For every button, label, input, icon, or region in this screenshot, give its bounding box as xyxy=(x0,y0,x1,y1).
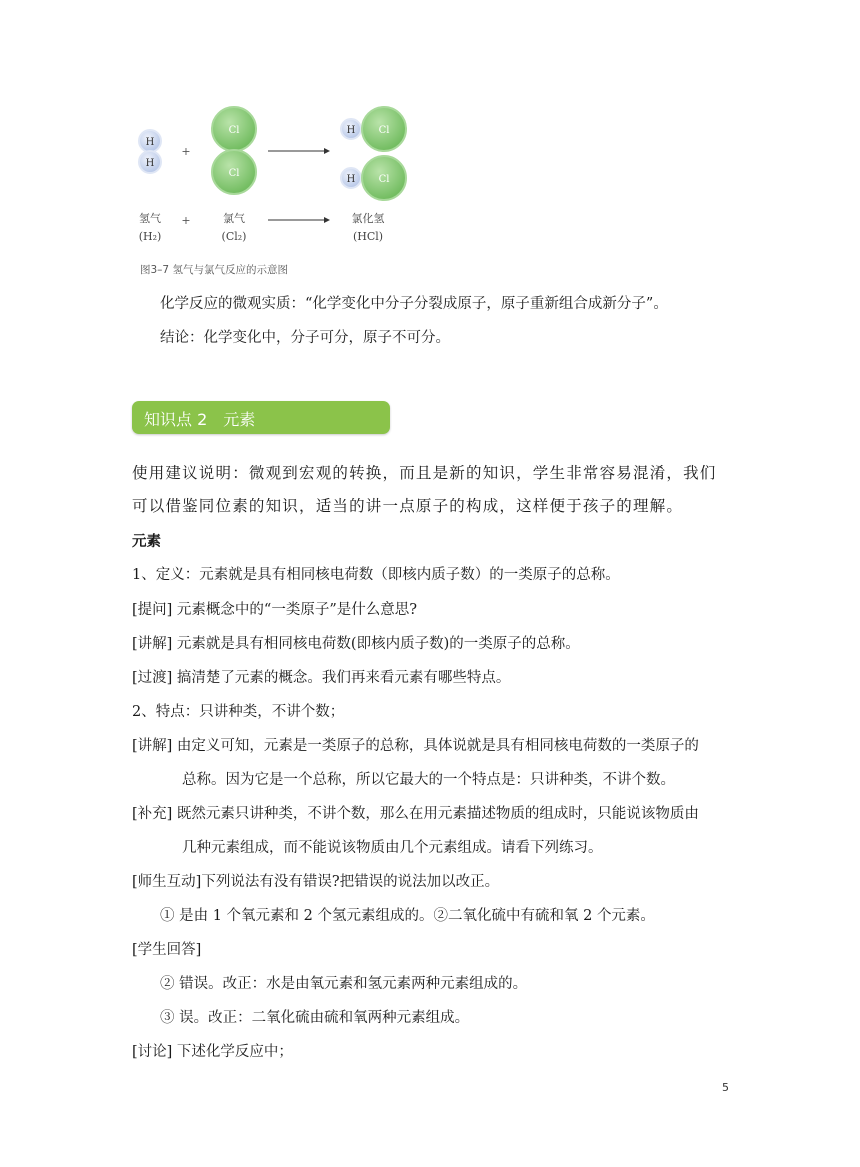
cl-atom-label: Cl xyxy=(378,125,390,136)
label-hcl-name: 氯化氢 xyxy=(351,212,385,225)
label-cl2-name: 氯气 xyxy=(223,212,245,225)
transition-text: [过渡] 搞清楚了元素的概念。我们再来看元素有哪些特点。 xyxy=(132,670,511,686)
cl2-molecule xyxy=(212,107,256,194)
cl-atom-label: Cl xyxy=(378,174,390,185)
explanation-text-2a: [讲解] 由定义可知，元素是一类原子的总称，具体说就是具有相同核电荷数的一类原子的 xyxy=(132,738,699,754)
micro-essence-text: 化学反应的微观实质：“化学变化中分子分裂成原子，原子重新组合成新分子”。 xyxy=(160,296,668,312)
conclusion-text: 结论：化学变化中，分子可分，原子不可分。 xyxy=(160,330,450,346)
hcl-molecule xyxy=(341,107,406,151)
supplement-text-b: 几种元素组成，而不能说该物质由几个元素组成。请看下列练习。 xyxy=(182,840,603,856)
heading-element: 元素 xyxy=(132,534,161,550)
label-h2-formula: (H₂) xyxy=(138,230,162,243)
plus-sign: + xyxy=(181,145,191,158)
discussion-text: [讨论] 下述化学反应中； xyxy=(132,1044,293,1060)
h-atom-label: H xyxy=(145,158,155,169)
question-text: [提问] 元素概念中的“一类原子”是什么意思? xyxy=(132,602,418,618)
h2-molecule xyxy=(139,130,161,173)
label-h2-name: 氢气 xyxy=(139,212,161,225)
section-title: 知识点 2 元素 xyxy=(144,410,256,429)
advice-line-1: 使用建议说明：微观到宏观的转换，而且是新的知识，学生非常容易混淆，我们 xyxy=(132,464,717,482)
plus-sign: + xyxy=(181,214,191,227)
definition-text: 1、定义：元素就是具有相同核电荷数（即核内质子数）的一类原子的总称。 xyxy=(132,567,620,583)
explanation-text: [讲解] 元素就是具有相同核电荷数(即核内质子数)的一类原子的总称。 xyxy=(132,636,580,652)
student-answer-label: [学生回答] xyxy=(132,942,202,958)
label-hcl-formula: (HCl) xyxy=(352,230,384,243)
explanation-text-2b: 总称。因为它是一个总称，所以它最大的一个特点是：只讲种类，不讲个数。 xyxy=(182,772,675,788)
advice-line-2: 可以借鉴同位素的知识，适当的讲一点原子的构成，这样便于孩子的理解。 xyxy=(132,497,684,515)
h-atom-label: H xyxy=(346,174,356,185)
h-atom-label: H xyxy=(145,137,155,148)
figure-caption: 图3–7 氢气与氯气反应的示意图 xyxy=(140,264,288,276)
reaction-diagram xyxy=(128,96,428,286)
page-number: 5 xyxy=(722,1081,729,1094)
label-cl2-formula: (Cl₂) xyxy=(221,230,247,243)
feature-text: 2、特点：只讲种类，不讲个数； xyxy=(132,704,345,720)
answer-item-1: ② 错误。改正：水是由氧元素和氢元素两种元素组成的。 xyxy=(160,976,528,992)
interaction-text: [师生互动]下列说法有没有错误?把错误的说法加以改正。 xyxy=(132,874,500,890)
h-atom-label: H xyxy=(346,125,356,136)
cl-atom-label: Cl xyxy=(228,125,240,136)
hcl-molecule xyxy=(341,156,406,200)
answer-item-2: ③ 误。改正：二氧化硫由硫和氧两种元素组成。 xyxy=(160,1010,470,1026)
reaction-arrow xyxy=(268,217,330,223)
cl-atom-label: Cl xyxy=(228,168,240,179)
reaction-arrow xyxy=(268,148,330,154)
supplement-text-a: [补充] 既然元素只讲种类，不讲个数，那么在用元素描述物质的组成时，只能说该物质由 xyxy=(132,806,699,822)
exercise-text: ① 是由 1 个氧元素和 2 个氢元素组成的。②二氧化硫中有硫和氧 2 个元素。 xyxy=(160,908,655,924)
